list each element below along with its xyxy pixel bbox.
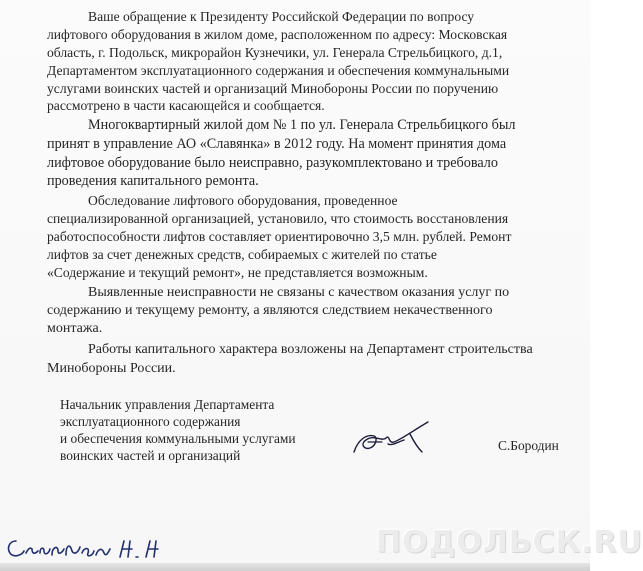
p3-line-2: специализированной организацией, установило, что стоимость восстановления xyxy=(47,211,509,226)
p4-line-2: содержанию и текущему ремонту, а являются следствием некачественного xyxy=(47,303,493,318)
bottom-edge xyxy=(0,563,590,571)
site-watermark: ПОДОЛЬСК.RU xyxy=(376,525,643,560)
signer-title-line-1: Начальник управления Департамента xyxy=(60,397,275,412)
signer-title-line-4: воинских частей и организаций xyxy=(60,448,241,463)
p3-line-1: Обследование лифтового оборудования, проведенное xyxy=(88,193,398,208)
p2-line-3: лифтовое оборудование было неисправно, разукомплектовано и требовало xyxy=(47,155,498,171)
p5-line-2: Минобороны России. xyxy=(47,361,176,376)
p4-line-1: Выявленные неисправности не связаны с качеством оказания услуг по xyxy=(88,285,510,300)
p1-line-1: Ваше обращение к Президенту Российской Федерации по вопросу xyxy=(88,9,475,24)
p1-line-6: рассмотрено в части касающейся и сообщается. xyxy=(47,98,325,113)
p3-line-4: лифтов за счет денежных средств, собираемых с жителей по статье xyxy=(47,247,437,262)
handwritten-note xyxy=(2,527,162,567)
handwritten-signature xyxy=(348,412,448,462)
p3-line-3: работоспособности лифтов составляет ориентировочно 3,5 млн. рублей. Ремонт xyxy=(47,229,512,244)
p3-line-5: «Содержание и текущий ремонт», не представляется возможным. xyxy=(47,265,428,280)
p1-line-2: лифтового оборудования в жилом доме, расположенном по адресу: Московская xyxy=(47,27,508,42)
p5-line-1: Работы капитального характера возложены на Департамент строительства xyxy=(88,342,533,357)
signer-name: С.Бородин xyxy=(498,438,559,453)
p1-line-3: область, г. Подольск, микрорайон Кузнечики, ул. Генерала Стрельбицкого, д.1, xyxy=(47,45,503,60)
p1-line-4: Департаментом эксплуатационного содержания и обеспечения коммунальными xyxy=(47,63,510,78)
p2-line-4: проведения капитального ремонта. xyxy=(47,173,259,189)
p4-line-3: монтажа. xyxy=(47,321,103,336)
p2-line-1: Многоквартирный жилой дом № 1 по ул. Генерала Стрельбицкого был xyxy=(88,117,516,133)
p2-line-2: принят в управление АО «Славянка» в 2012 году. На момент принятия дома xyxy=(47,136,507,152)
signer-title-line-2: эксплуатационного содержания xyxy=(60,414,241,429)
p1-line-5: услугами воинских частей и организаций Минобороны России по поручению xyxy=(47,81,499,96)
signer-title-line-3: и обеспечения коммунальными услугами xyxy=(60,431,296,446)
